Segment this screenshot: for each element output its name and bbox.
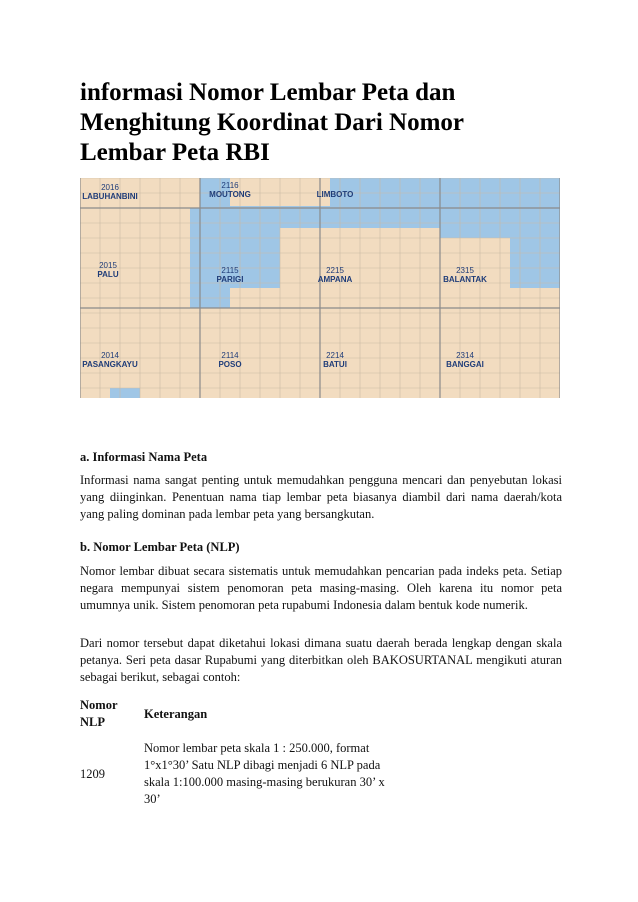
region-name-label: LABUHANBINI [82,192,138,201]
section-a-body: Informasi nama sangat penting untuk memudahkan pengguna mencari dan penyebutan lokasi yang diinginkan. Penentuan nama tiap lembar peta biasanya diambil dari nama daerah/kota yang paling dominan pada lembar peta yang bersangkutan. [80,473,562,521]
region-code-label: 2116 [221,181,239,190]
nlp-table [80,693,394,813]
cell-nlp: 1209 [80,766,105,781]
region-name-label: MOUTONG [209,190,251,199]
region-code-label: 2016 [101,183,119,192]
header-nomor-nlp: Nomor NLP [80,698,118,729]
cell-keterangan: Nomor lembar peta skala 1 : 250.000, format 1°x1°30’ Satu NLP dibagi menjadi 6 NLP pada skala 1:100.000 masing-masing berukuran 30’ x 30’ [144,741,385,806]
region-name-label: BATUI [323,360,347,369]
map-index-image [80,178,560,398]
region-name-label: LIMBOTO [316,190,354,199]
region-code-label: 2314 [456,351,474,360]
region-code-label: 2214 [326,351,344,360]
section-a-heading: a. Informasi Nama Peta [80,450,208,464]
table-header-row [80,693,394,735]
map-index-svg [80,178,560,398]
section-b-body-2: Dari nomor tersebut dapat diketahui lokasi dimana suatu daerah berada lengkap dengan skala petanya. Seri peta dasar Rupabumi yang diterbitkan oleh BAKOSURTANAL mengikuti aturan sebagai berikut, sebagai contoh: [80,636,562,684]
section-b-body-1: Nomor lembar dibuat secara sistematis untuk memudahkan pencarian pada indeks peta. Setiap negara mempunyai sistem penomoran peta masing-masing. Oleh karena itu nomor peta umumnya unik. Sistem penomoran peta rupabumi Indonesia dalam bentuk kode numerik. [80,564,562,612]
page-title: informasi Nomor Lembar Peta dan Menghitung Koordinat Dari Nomor Lembar Peta RBI [80,79,464,166]
region-code-label: 2014 [101,351,119,360]
region-code-label: 2315 [456,266,474,275]
region-code-label: 2115 [221,266,239,275]
region-code-label: 2215 [326,266,344,275]
region-name-label: AMPANA [317,275,353,284]
region-code-label: 2015 [99,261,117,270]
header-keterangan: Keterangan [144,706,208,721]
table-row [80,735,394,813]
region-name-label: BALANTAK [443,275,487,284]
region-name-label: PALU [97,270,119,279]
section-b-heading: b. Nomor Lembar Peta (NLP) [80,540,240,554]
land-area [440,238,510,308]
region-name-label: BANGGAI [446,360,484,369]
region-code-label: 2114 [221,351,239,360]
region-name-label: POSO [218,360,242,369]
region-name-label: PASANGKAYU [82,360,138,369]
region-name-label: PARIGI [216,275,244,284]
